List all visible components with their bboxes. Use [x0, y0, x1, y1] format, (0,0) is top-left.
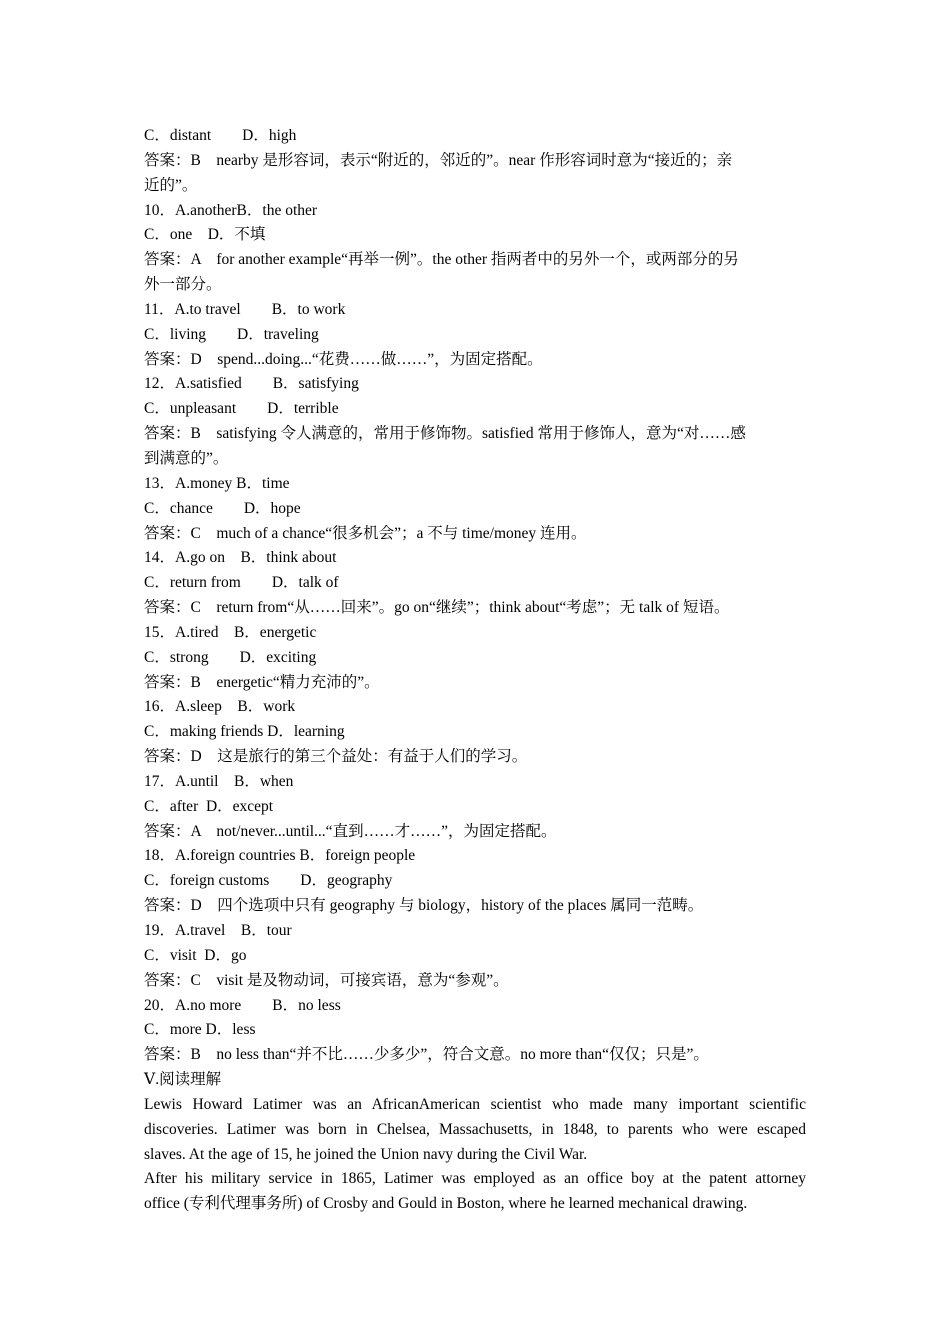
- answer-explanation-line: 答案：D 四个选项中只有 geography 与 biology，history of the places 属同一范畴。: [144, 897, 704, 915]
- question-options-line: 15．A.tired B．energetic: [144, 623, 317, 641]
- passage-paragraph: [144, 1167, 806, 1217]
- answer-explanation-line: 答案：A not/never...until...“直到……才……”，为固定搭配。: [144, 822, 557, 840]
- text-line: 到满意的”。: [144, 449, 229, 467]
- options-line: C．strong D．exciting: [144, 648, 317, 666]
- options-line: C．return from D．talk of: [144, 574, 339, 592]
- options-line: C．distant D．high: [144, 127, 297, 144]
- answer-explanation-line: 答案：A for another example“再举一例”。the other 指两者中的另外一个，或两部分的另: [144, 251, 739, 269]
- section-heading: Ⅴ.阅读理解: [144, 1071, 222, 1089]
- question-options-line: 16．A.sleep B．work: [144, 698, 296, 716]
- passage-line: discoveries. Latimer was born in Chelsea, Massachusetts, in 1848, to parents who were escaped: [144, 1120, 806, 1138]
- answer-explanation-line: 答案：B energetic“精力充沛的”。: [144, 673, 380, 691]
- answer-explanation-line: 答案：C return from“从……回来”。go on“继续”；think about“考虑”；无 talk of 短语。: [144, 599, 730, 617]
- question-options-line: 17．A.until B．when: [144, 772, 294, 790]
- options-line: C．visit D．go: [144, 946, 247, 964]
- question-options-line: 20．A.no more B．no less: [144, 996, 341, 1014]
- options-line: C．after D．except: [144, 797, 274, 815]
- text-line: 近的”。: [144, 176, 198, 194]
- answer-explanation-line: 答案：D spend...doing...“花费……做……”，为固定搭配。: [144, 350, 543, 368]
- options-line: C．chance D．hope: [144, 499, 301, 517]
- question-options-line: 14．A.go on B．think about: [144, 549, 337, 567]
- answer-explanation-line: 答案：B no less than“并不比……少多少”，符合文意。no more than“仅仅；只是”。: [144, 1046, 709, 1064]
- text-line: 外一部分。: [144, 276, 222, 294]
- question-options-line: 19．A.travel B．tour: [144, 922, 292, 939]
- answer-explanation-line: 答案：B satisfying 令人满意的，常用于修饰物。satisfied 常用于修饰人，意为“对……感: [144, 425, 746, 443]
- answer-lines: [144, 124, 806, 1093]
- question-options-line: 10．A.anotherB．the other: [144, 201, 318, 219]
- question-options-line: 11．A.to travel B．to work: [144, 300, 346, 318]
- answer-explanation-line: 答案：C much of a chance“很多机会”；a 不与 time/money 连用。: [144, 524, 587, 542]
- passage-paragraph: [144, 1093, 806, 1168]
- options-line: C．living D．traveling: [144, 325, 319, 343]
- options-line: C．unpleasant D．terrible: [144, 400, 339, 418]
- passage-line: Lewis Howard Latimer was an AfricanAmerican scientist who made many important scientific: [144, 1095, 806, 1113]
- passage-line: office (专利代理事务所) of Crosby and Gould in Boston, where he learned mechanical drawing.: [144, 1195, 748, 1213]
- document-page: [144, 124, 806, 1217]
- question-options-line: 13．A.money B．time: [144, 474, 290, 492]
- answer-explanation-line: 答案：C visit 是及物动词，可接宾语，意为“参观”。: [144, 971, 509, 989]
- passage-line: slaves. At the age of 15, he joined the Union navy during the Civil War.: [144, 1145, 588, 1163]
- options-line: C．making friends D．learning: [144, 723, 345, 741]
- question-options-line: 18．A.foreign countries B．foreign people: [144, 847, 416, 865]
- passage-line: After his military service in 1865, Latimer was employed as an office boy at the patent attorney: [144, 1170, 806, 1188]
- question-options-line: 12．A.satisfied B．satisfying: [144, 375, 359, 393]
- answer-explanation-line: 答案：B nearby 是形容词，表示“附近的，邻近的”。near 作形容词时意为“接近的；亲: [144, 151, 733, 169]
- answer-explanation-line: 答案：D 这是旅行的第三个益处：有益于人们的学习。: [144, 748, 528, 766]
- options-line: C．foreign customs D．geography: [144, 872, 393, 890]
- options-line: C．more D．less: [144, 1021, 256, 1039]
- reading-passage: [144, 1093, 806, 1217]
- options-line: C．one D．不填: [144, 226, 266, 244]
